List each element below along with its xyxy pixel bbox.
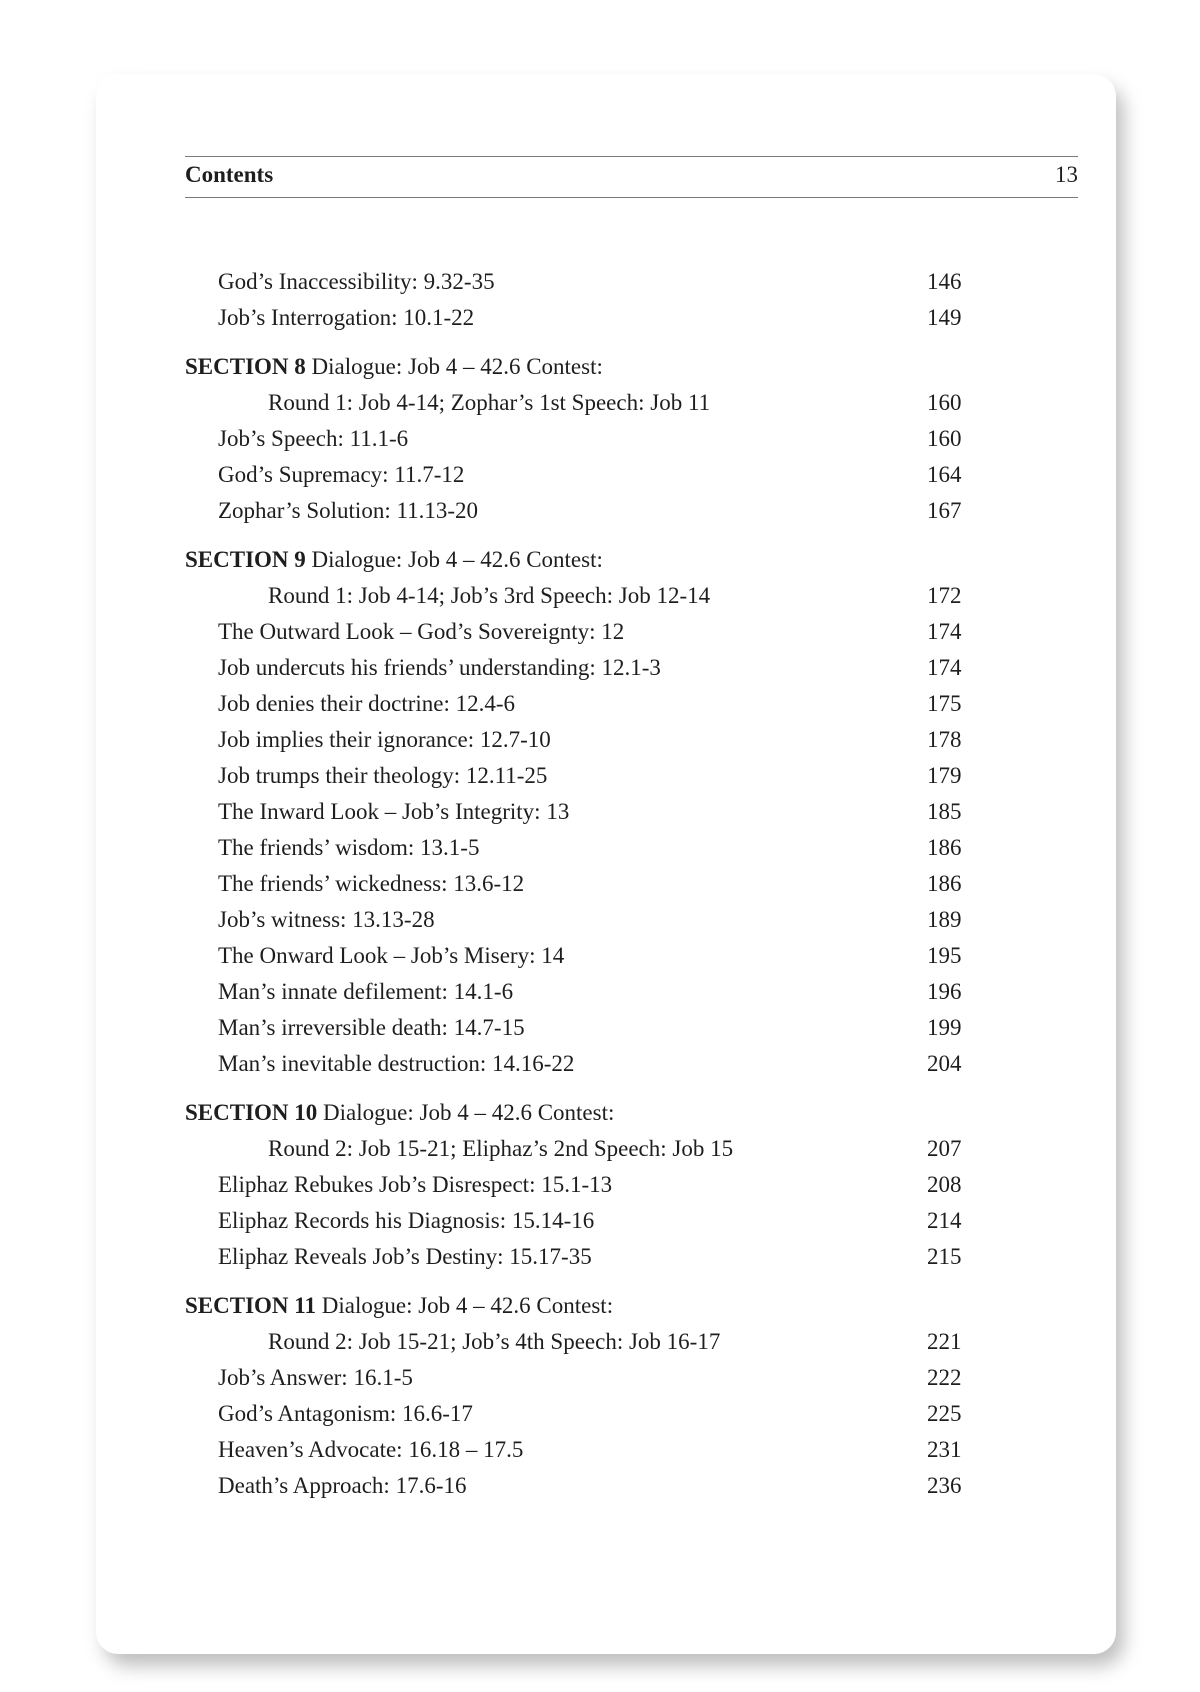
toc-entry-title: Job’s Interrogation: 10.1-22 (218, 305, 475, 330)
toc-entry-title: The Onward Look – Job’s Misery: 14 (218, 943, 565, 968)
toc-entry-page: 204 (927, 1051, 962, 1076)
section-number: SECTION 10 (185, 1100, 318, 1125)
toc-entry (185, 686, 1045, 722)
toc-entry-page: 189 (927, 907, 962, 932)
toc-entry (185, 1360, 1045, 1396)
toc-entry-page: 175 (927, 691, 962, 716)
toc-entry-page: 231 (927, 1437, 962, 1462)
round-page: 207 (927, 1136, 962, 1161)
toc-entry-page: 214 (927, 1208, 962, 1233)
toc-entry (185, 902, 1045, 938)
toc-entry (185, 614, 1045, 650)
running-head (185, 156, 1078, 198)
toc-entry-page: 186 (927, 835, 962, 860)
toc-entry-title: Job undercuts his friends’ understanding: 12.1-3 (218, 655, 661, 680)
toc-entry-title: Man’s inevitable destruction: 14.16-22 (218, 1051, 575, 1076)
toc-entry (185, 1468, 1045, 1504)
toc-entry (185, 938, 1045, 974)
toc-entry-page: 186 (927, 871, 962, 896)
toc-entry-page: 199 (927, 1015, 962, 1040)
toc-entry-title: The friends’ wisdom: 13.1-5 (218, 835, 480, 860)
section-heading-text: Dialogue: Job 4 – 42.6 Contest: (321, 1293, 614, 1318)
toc-entry-page: 215 (927, 1244, 962, 1269)
round-page: 160 (927, 390, 962, 415)
toc-entry (185, 264, 1045, 300)
round-title: Round 1: Job 4-14; Job’s 3rd Speech: Job 12-14 (268, 583, 711, 608)
toc-entry (185, 493, 1045, 529)
toc-entry-title: Job’s witness: 13.13-28 (218, 907, 435, 932)
round-page: 221 (927, 1329, 962, 1354)
toc-entry-page: 167 (927, 498, 962, 523)
toc-entry-title: Man’s irreversible death: 14.7-15 (218, 1015, 525, 1040)
toc-entry-title: Job implies their ignorance: 12.7-10 (218, 727, 551, 752)
section-heading-text: Dialogue: Job 4 – 42.6 Contest: (323, 1100, 615, 1125)
round-title: Round 2: Job 15-21; Job’s 4th Speech: Job 16-17 (268, 1329, 721, 1354)
toc-entry (185, 650, 1045, 686)
toc-entry-title: Eliphaz Reveals Job’s Destiny: 15.17-35 (218, 1244, 592, 1269)
toc-entry-title: Job’s Answer: 16.1-5 (218, 1365, 413, 1390)
toc-entry-title: Job’s Speech: 11.1-6 (218, 426, 409, 451)
toc-entry-page: 222 (927, 1365, 962, 1390)
section-heading-text: Dialogue: Job 4 – 42.6 Contest: (311, 547, 603, 572)
toc-entry-title: Zophar’s Solution: 11.13-20 (218, 498, 479, 523)
toc-entry-title: Death’s Approach: 17.6-16 (218, 1473, 467, 1498)
toc-entry (185, 794, 1045, 830)
section-round (185, 385, 1045, 421)
toc-entry-title: Eliphaz Rebukes Job’s Disrespect: 15.1-13 (218, 1172, 613, 1197)
toc-entry-title: God’s Supremacy: 11.7-12 (218, 462, 465, 487)
toc-entry-page: 164 (927, 462, 962, 487)
toc-entry-title: Heaven’s Advocate: 16.18 – 17.5 (218, 1437, 524, 1462)
section-round (185, 1324, 1045, 1360)
toc-entry-title: Man’s innate defilement: 14.1-6 (218, 979, 514, 1004)
toc-entry-title: God’s Inaccessibility: 9.32-35 (218, 269, 495, 294)
toc-entry-page: 225 (927, 1401, 962, 1426)
toc-entry-page: 185 (927, 799, 962, 824)
section-round (185, 1131, 1045, 1167)
round-title: Round 2: Job 15-21; Eliphaz’s 2nd Speech: Job 15 (268, 1136, 734, 1161)
toc-entry-page: 160 (927, 426, 962, 451)
section-heading (185, 1288, 1045, 1324)
section-heading-text: Dialogue: Job 4 – 42.6 Contest: (311, 354, 603, 379)
toc-entry-title: Job trumps their theology: 12.11-25 (218, 763, 548, 788)
toc-entry (185, 1046, 1045, 1082)
toc-entry (185, 1239, 1045, 1275)
toc-entry (185, 1010, 1045, 1046)
toc-entry (185, 300, 1045, 336)
toc-entry (185, 974, 1045, 1010)
toc-entry (185, 1203, 1045, 1239)
toc-entry-page: 178 (927, 727, 962, 752)
toc-entry-page: 208 (927, 1172, 962, 1197)
round-page: 172 (927, 583, 962, 608)
toc-entry (185, 830, 1045, 866)
toc-entry-title: Job denies their doctrine: 12.4-6 (218, 691, 516, 716)
toc-entry (185, 421, 1045, 457)
toc-entry-title: Eliphaz Records his Diagnosis: 15.14-16 (218, 1208, 595, 1233)
toc-entry-title: God’s Antagonism: 16.6-17 (218, 1401, 473, 1426)
section-number: SECTION 9 (185, 547, 306, 572)
table-of-contents (185, 264, 1045, 1504)
section-number: SECTION 11 (185, 1293, 317, 1318)
section-number: SECTION 8 (185, 354, 306, 379)
running-head-title: Contents (185, 162, 274, 187)
book-page (96, 74, 1116, 1654)
section-round (185, 578, 1045, 614)
toc-entry (185, 1432, 1045, 1468)
toc-entry-page: 149 (927, 305, 962, 330)
toc-entry (185, 1396, 1045, 1432)
toc-entry (185, 457, 1045, 493)
toc-entry-page: 236 (927, 1473, 962, 1498)
round-title: Round 1: Job 4-14; Zophar’s 1st Speech: Job 11 (268, 390, 711, 415)
toc-entry-page: 179 (927, 763, 962, 788)
section-heading (185, 542, 1045, 578)
toc-entry-title: The friends’ wickedness: 13.6-12 (218, 871, 525, 896)
toc-entry-page: 146 (927, 269, 962, 294)
toc-entry-page: 196 (927, 979, 962, 1004)
toc-entry-page: 174 (927, 619, 962, 644)
section-heading (185, 1095, 1045, 1131)
toc-entry-page: 174 (927, 655, 962, 680)
toc-entry-page: 195 (927, 943, 962, 968)
section-heading (185, 349, 1045, 385)
toc-entry (185, 1167, 1045, 1203)
toc-entry (185, 722, 1045, 758)
page-number: 13 (1055, 162, 1078, 187)
toc-entry (185, 758, 1045, 794)
toc-entry-title: The Outward Look – God’s Sovereignty: 12 (218, 619, 625, 644)
toc-entry-title: The Inward Look – Job’s Integrity: 13 (218, 799, 570, 824)
toc-entry (185, 866, 1045, 902)
